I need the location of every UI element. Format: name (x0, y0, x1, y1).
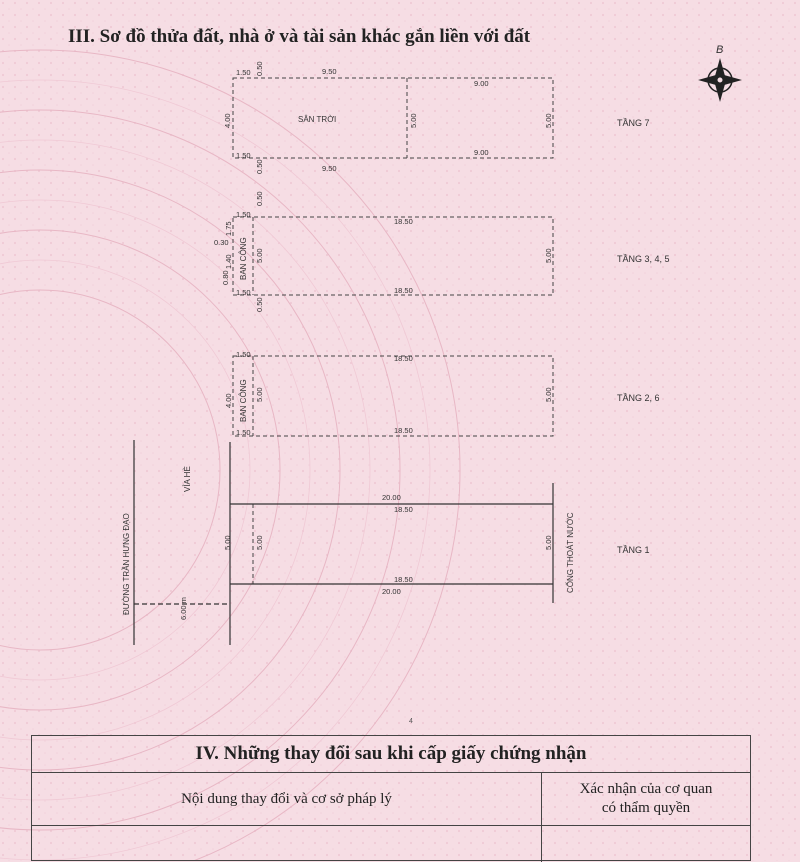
dim-label: 9.50 (322, 164, 337, 173)
floor345-label: TẦNG 3, 4, 5 (617, 254, 670, 264)
dim-label: 18.50 (394, 354, 413, 363)
dim-label: 0.50 (255, 61, 264, 76)
page-number: 4 (409, 718, 413, 725)
dim-label: 0.50 (255, 191, 264, 206)
dim-label: 1.40 (224, 254, 233, 269)
dim-label: 18.50 (394, 426, 413, 435)
floor26-outline (233, 356, 553, 436)
column-header-content: Nội dung thay đổi và cơ sở pháp lý (32, 773, 542, 825)
section-iii-title: III. Sơ đồ thửa đất, nhà ở và tài sản khác gắn liền với đất (68, 26, 531, 47)
table-row (32, 826, 750, 862)
dim-label: 5.00 (409, 113, 418, 128)
compass-north-label: B (716, 44, 724, 56)
dim-label: 1.50 (236, 210, 251, 219)
street-label: ĐƯỜNG TRẦN HƯNG ĐẠO (122, 513, 131, 615)
dim-label: 18.50 (394, 286, 413, 295)
dim-label: 5.00 (255, 248, 264, 263)
floor26-label: TẦNG 2, 6 (617, 393, 660, 403)
dim-label: 0.50 (255, 297, 264, 312)
dim-label: 0.50 (255, 159, 264, 174)
drain-label: CỐNG THOÁT NƯỚC (566, 512, 575, 593)
dim-label: 5.00 (255, 387, 264, 402)
confirm-line-1: Xác nhận của cơ quan (579, 781, 713, 797)
dim-label: 18.50 (394, 505, 413, 514)
dim-label: 1.50 (236, 288, 251, 297)
dim-label: 1.50 (236, 68, 251, 77)
floor1-label: TẦNG 1 (617, 545, 650, 555)
dim-label: 1.75 (224, 221, 233, 236)
floor7-room-label: SÂN TRỜI (298, 115, 337, 124)
dim-label: 0.80 (221, 270, 230, 285)
dim-label: 9.00 (474, 148, 489, 157)
table-cell (542, 826, 750, 862)
compass-icon (698, 58, 742, 102)
section-iv-title: IV. Những thay đổi sau khi cấp giấy chứng nhận (32, 736, 750, 773)
dim-label: 5.00 (544, 387, 553, 402)
dim-label: 1.50 (236, 428, 251, 437)
dim-label: 4.00 (223, 113, 232, 128)
dim-label: 5.00 (544, 113, 553, 128)
floor7-outline (233, 78, 553, 158)
section-iv-table (31, 735, 751, 861)
floor26-room-label: BAN CÔNG (239, 379, 248, 422)
dim-label: 1.50 (236, 350, 251, 359)
dim-label: 20.00 (382, 587, 401, 596)
table-cell (32, 826, 542, 862)
dim-label: 5.00 (255, 535, 264, 550)
floor345-room-label: BAN CÔNG (239, 237, 248, 280)
sidewalk-label: VỈA HÈ (183, 466, 192, 492)
dim-label: 6.00 m (179, 597, 188, 620)
dim-label: 0.30 (214, 238, 229, 247)
dim-label: 9.50 (322, 67, 337, 76)
dim-label: 9.00 (474, 79, 489, 88)
floor345-outline (233, 217, 553, 295)
dim-label: 18.50 (394, 575, 413, 584)
confirm-line-2: có thẩm quyền (601, 800, 691, 816)
dim-label: 18.50 (394, 217, 413, 226)
dim-label: 5.00 (544, 248, 553, 263)
dim-label: 1.50 (236, 151, 251, 160)
dim-label: 4.00 (224, 393, 233, 408)
table-header-row (32, 773, 750, 826)
column-header-confirmation (542, 773, 750, 825)
floor7-label: TẦNG 7 (617, 118, 650, 128)
dim-label: 20.00 (382, 493, 401, 502)
dim-label: 5.00 (223, 535, 232, 550)
dim-label: 5.00 (544, 535, 553, 550)
